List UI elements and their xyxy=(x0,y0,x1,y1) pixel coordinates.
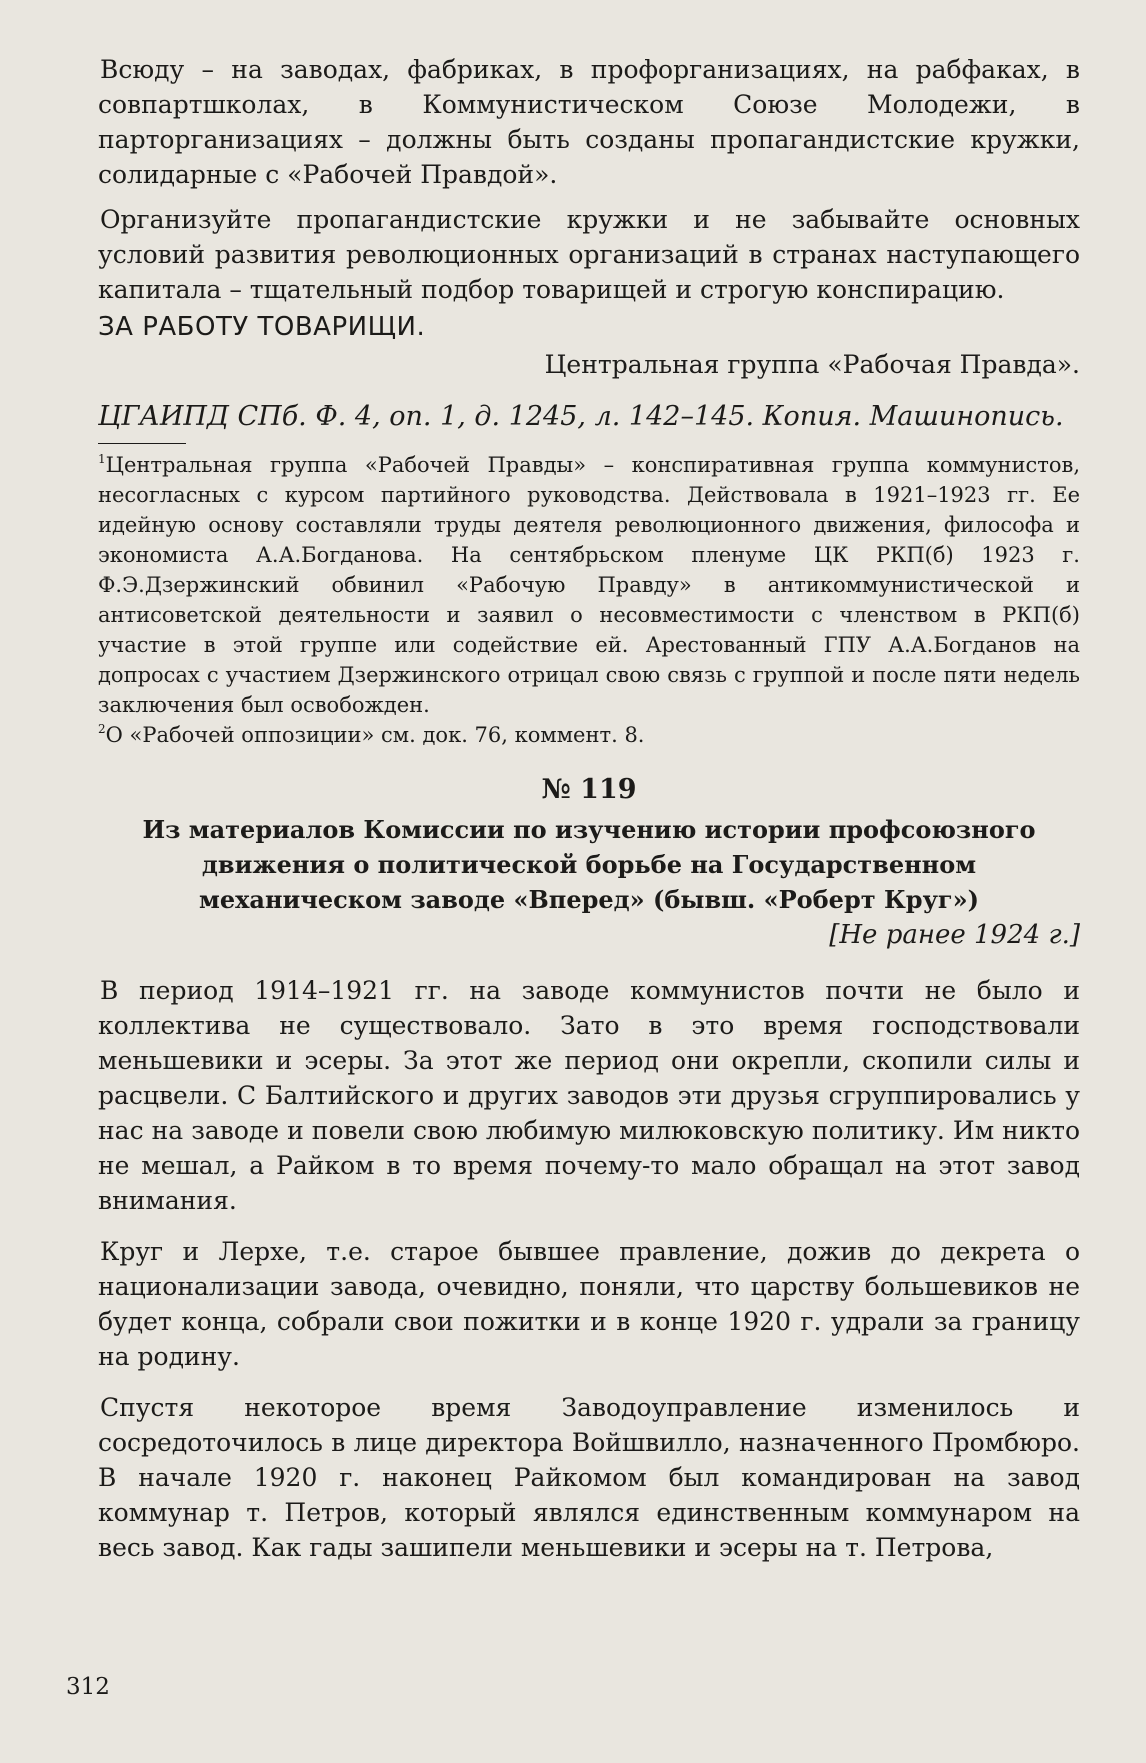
document-title: Из материалов Комиссии по изучению истории профсоюзного движения о политической борьбе на Государственном механическом заводе «Вперед» (бывш. «Роберт Круг») xyxy=(142,815,1036,914)
footnote-rule xyxy=(98,443,186,444)
footnote-2-text: О «Рабочей оппозиции» см. док. 76, коммент. 8. xyxy=(105,723,645,747)
signature: Центральная группа «Рабочая Правда». xyxy=(544,350,1080,379)
footnote-2 xyxy=(98,720,1080,750)
paragraph-body-3: Спустя некоторое время Заводоуправление изменилось и сосредоточилось в лице директора Войшвилло, назначенного Промбюро. В начале 1920 г. наконец Райкомом был командирован на завод коммунар т. Петров, который являлся единственным коммунаром на весь завод. Как гады зашипели меньшевики и эсеры на т. Петрова, xyxy=(98,1393,1080,1562)
paragraph-body-2: Круг и Лерхе, т.е. старое бывшее правление, дожив до декрета о национализации завода, очевидно, поняли, что царству большевиков не будет конца, собрали свои пожитки и в конце 1920 г. удрали за границу на родину. xyxy=(98,1237,1080,1371)
footnote-2-mark: 2 xyxy=(98,722,106,736)
archive-source: ЦГАИПД СПб. Ф. 4, оп. 1, д. 1245, л. 142–145. Копия. Машинопись. xyxy=(98,401,1064,432)
page-number: 312 xyxy=(66,1674,110,1700)
footnote-1-text: Центральная группа «Рабочей Правды» – конспиративная группа коммунистов, несогласных с курсом партийного руководства. Действовала в 1921–1923 гг. Ее идейную основу составляли труды деятеля революционного движения, философа и экономиста А.А.Богданова. На сентябрьском пленуме ЦК РКП(б) 1923 г. Ф.Э.Дзержинский обвинил «Рабочую Правду» в антикоммунистической и антисоветской деятельности и заявил о несовместимости с членством в РКП(б) участие в этой группе или содействие ей. Арестованный ГПУ А.А.Богданов на допросах с участием Дзержинского отрицал свою связь с группой и после пяти недель заключения был освобожден. xyxy=(98,453,1080,717)
call-to-action: ЗА РАБОТУ ТОВАРИЩИ. xyxy=(98,312,426,342)
document-date: [Не ранее 1924 г.] xyxy=(829,920,1080,950)
document-number: № 119 xyxy=(541,774,637,805)
paragraph-top-1: Всюду – на заводах, фабриках, в профорганизациях, на рабфаках, в совпартшколах, в Коммунистическом Союзе Молодежи, в парторганизациях – должны быть созданы пропагандистские кружки, солидарные с «Рабочей Правдой». xyxy=(98,55,1080,189)
paragraph-body-1: В период 1914–1921 гг. на заводе коммунистов почти не было и коллектива не существовало. Зато в это время господствовали меньшевики и эсеры. За этот же период они окрепли, скопили силы и расцвели. С Балтийского и других заводов эти друзья сгруппировались у нас на заводе и повели свою любимую милюковскую политику. Им никто не мешал, а Райком в то время почему-то мало обращал на этот завод внимания. xyxy=(98,976,1080,1215)
paragraph-top-2: Организуйте пропагандистские кружки и не забывайте основных условий развития революционных организаций в странах наступающего капитала – тщательный подбор товарищей и строгую конспирацию. xyxy=(98,205,1080,304)
footnote-1 xyxy=(98,450,1080,720)
footnote-1-mark: 1 xyxy=(98,452,106,466)
